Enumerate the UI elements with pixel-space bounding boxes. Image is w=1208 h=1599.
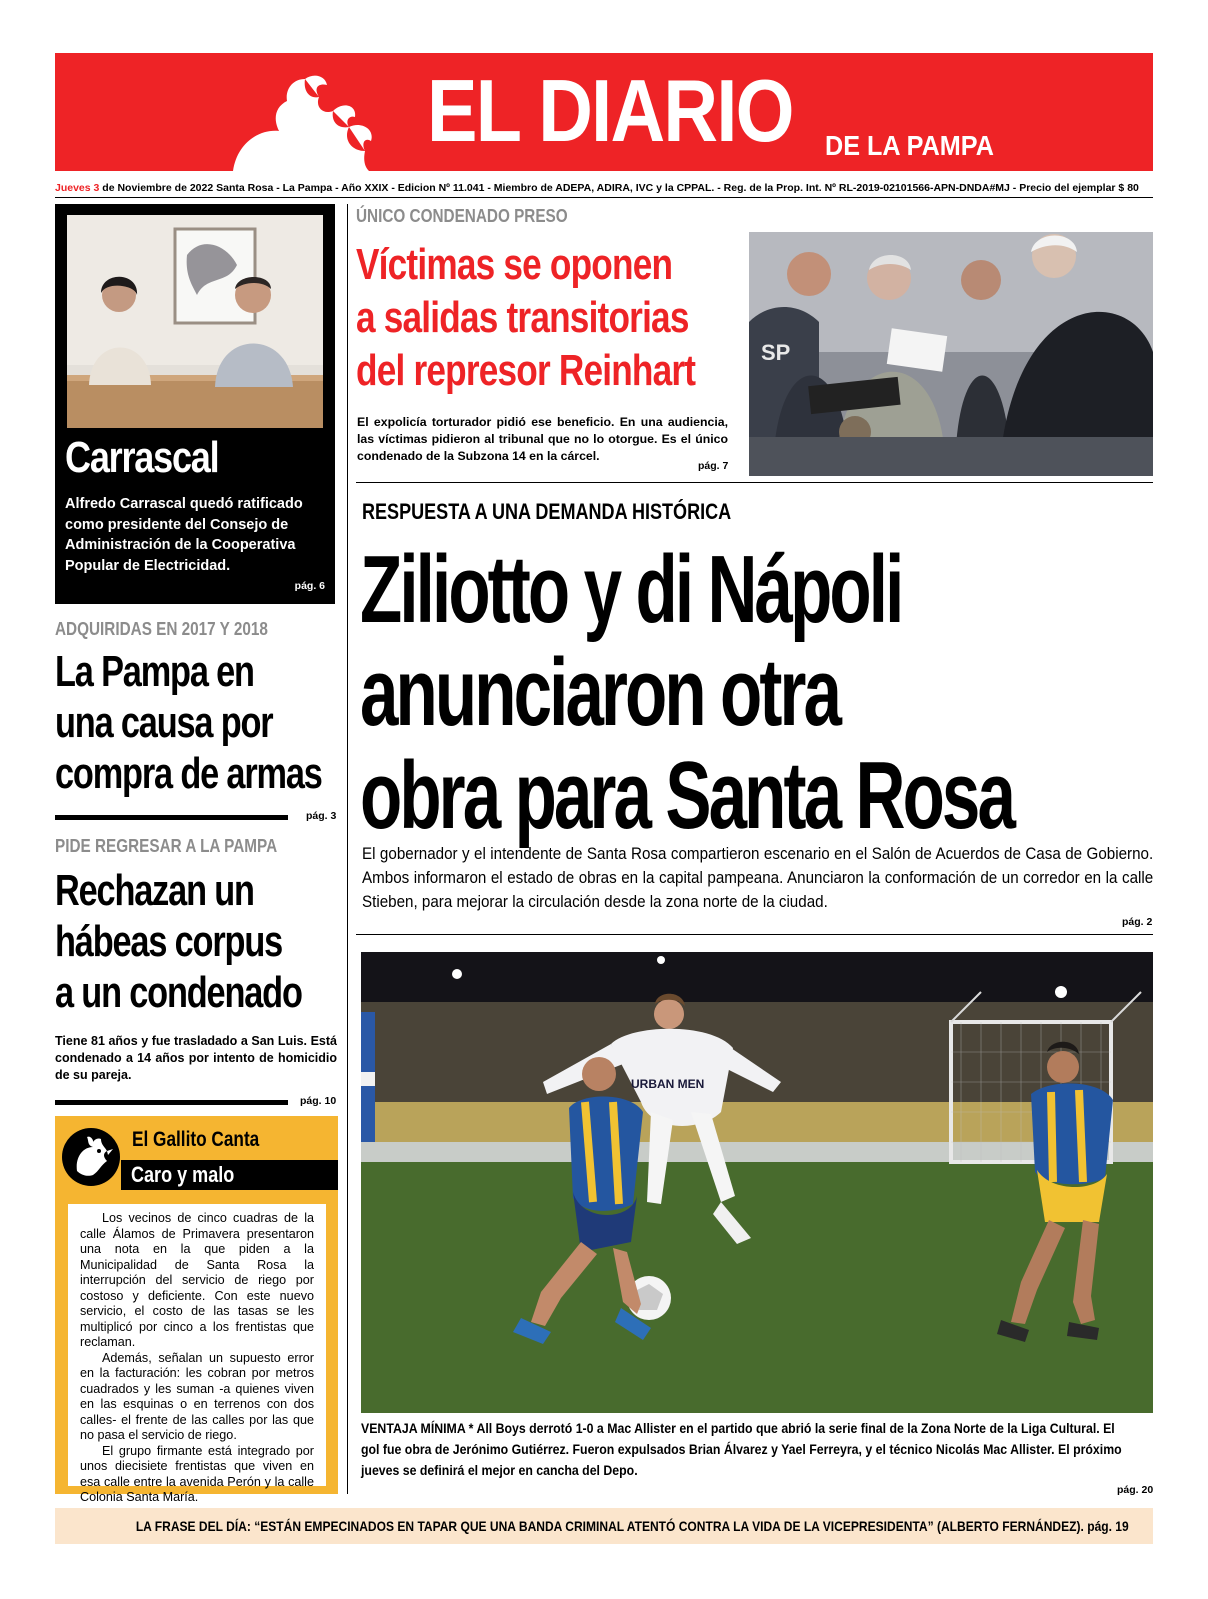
- gallito-header: [55, 1116, 338, 1194]
- jersey-text: URBAN MEN: [631, 1077, 705, 1091]
- headline-line: hábeas corpus: [55, 917, 283, 966]
- headline-line: obra para Santa Rosa: [360, 742, 1014, 849]
- gallito-paragraph: Además, señalan un supuesto error en la facturación: les cobran por metros cuadrados y les suman -a quienes viven en las esquinas o en terrenos con dos calles- el frente de las calles por las que no pasa el servicio de riego.: [80, 1350, 314, 1442]
- frase-del-dia-bar: [55, 1508, 1153, 1544]
- svg-text:SP: SP: [761, 340, 791, 365]
- newspaper-title: EL DIARIO: [427, 61, 793, 160]
- rooster-icon: [61, 1127, 121, 1187]
- gallito-section-name: El Gallito Canta: [132, 1128, 260, 1151]
- section-rule: [55, 815, 288, 820]
- headline-line: Víctimas se oponen: [356, 240, 673, 289]
- gallito-subtitle: Caro y malo: [131, 1162, 235, 1187]
- sport-page-ref: pág. 20: [1117, 1484, 1154, 1496]
- carrascal-headline: Carrascal: [65, 433, 219, 482]
- victimas-page-ref: pág. 7: [698, 460, 729, 472]
- carrascal-page-ref: pág. 6: [294, 580, 325, 592]
- section-rule: [356, 482, 1153, 483]
- ziliotto-summary: [362, 842, 1153, 914]
- headline-line: Ziliotto y di Nápoli: [360, 536, 902, 643]
- headline-line: a salidas transitorias: [356, 293, 689, 342]
- column-rule: [347, 204, 348, 1494]
- football-match-photo: [361, 952, 1153, 1413]
- habeas-summary: Tiene 81 años y fue trasladado a San Luis. Está condenado a 14 años por intento de homicidio de su pareja.: [55, 1034, 337, 1082]
- headline-line: compra de armas: [55, 749, 322, 798]
- frase-del-dia-text: LA FRASE DEL DÍA: “ESTÁN EMPECINADOS EN TAPAR QUE UNA BANDA CRIMINAL ATENTÓ CONTRA LA VIDA DE LA VICEPRESIDENTA” (ALBERTO FERNÁNDEZ). pág. 19: [135, 1518, 1129, 1534]
- headline-line: Rechazan un: [55, 866, 254, 915]
- headline-line: anunciaron otra: [360, 639, 840, 746]
- ziliotto-kicker: RESPUESTA A UNA DEMANDA HISTÓRICA: [362, 499, 732, 524]
- carrascal-box: [55, 204, 335, 604]
- victimas-headline: [356, 238, 695, 397]
- victimas-photo: [749, 232, 1153, 476]
- habeas-kicker: PIDE REGRESAR A LA PAMPA: [55, 836, 278, 856]
- habeas-headline: [55, 865, 302, 1018]
- headline-line: del represor Reinhart: [356, 346, 696, 395]
- sport-caption: [361, 1418, 1153, 1481]
- carrascal-summary: Alfredo Carrascal quedó ratificado como presidente del Consejo de Administración de la Cooperativa Popular de Electricidad.: [65, 496, 303, 574]
- section-rule: [55, 1100, 288, 1105]
- ziliotto-headline: [360, 538, 1013, 847]
- armas-page-ref: pág. 3: [306, 810, 337, 822]
- ziliotto-summary-text: El gobernador y el intendente de Santa Rosa compartieron escenario en el Salón de Acuerdos de Casa de Gobierno. Ambos informaron el estado de obras en la capital pampeana. Anunciaron la conformación de un corredor en la calle Stieben, para mejorar la circulación desde la zona norte de la ciudad.: [362, 845, 1154, 911]
- gallito-canta-box: [55, 1116, 338, 1504]
- section-rule: [356, 934, 1153, 935]
- headline-line: a un condenado: [55, 968, 302, 1017]
- sport-caption-text: VENTAJA MÍNIMA * All Boys derrotó 1-0 a Mac Allister en el partido que abrió la serie final de la Zona Norte de la Liga Cultural. El gol fue obra de Jerónimo Gutiérrez. Fueron expulsados Brian Álvarez y Yael Ferreyra, y el técnico Nicolás Mac Allister. El próximo jueves se definirá el mejor en cancha del Depo.: [361, 1420, 1122, 1478]
- headline-line: una causa por: [55, 698, 273, 747]
- gallito-paragraph: Los vecinos de cinco cuadras de la calle Álamos de Primavera presentaron una nota en la que piden a la Municipalidad de Santa Rosa la interrupción del servicio de riego por costoso y deficiente. Con este nuevo servicio, el costo de las tasas se les multiplicó por cinco a los frentistas que reclaman.: [80, 1211, 314, 1349]
- dateline-rule: [55, 197, 1153, 198]
- armas-kicker: ADQUIRIDAS EN 2017 Y 2018: [55, 619, 268, 639]
- ziliotto-page-ref: pág. 2: [1122, 916, 1153, 928]
- rooster-logo-icon: [215, 71, 395, 171]
- armas-headline: [55, 646, 322, 799]
- headline-line: La Pampa en: [55, 647, 254, 696]
- victimas-kicker: ÚNICO CONDENADO PRESO: [356, 206, 568, 226]
- dateline-day: Jueves 3: [55, 182, 100, 194]
- gallito-article: [68, 1204, 326, 1504]
- habeas-page-ref: pág. 10: [300, 1095, 337, 1107]
- carrascal-photo: [67, 215, 323, 428]
- gallito-paragraph: El grupo firmante está integrado por unos diecisiete frentistas que viven en esa calle entre la avenida Perón y la calle Colonia Santa María.: [80, 1443, 314, 1504]
- newspaper-subtitle: DE LA PAMPA: [825, 130, 994, 161]
- dateline: [55, 179, 1153, 197]
- dateline-details: de Noviembre de 2022 Santa Rosa - La Pampa - Año XXIX - Edicion Nº 11.041 - Miembro de ADEPA, ADIRA, IVC y la CPPAL. - Reg. de la Prop. Int. Nº RL-2019-02101566-APN-DNDA#MJ - Precio del ejemplar $ 80: [99, 182, 1139, 194]
- masthead: [55, 53, 1153, 171]
- victimas-summary: El expolicía torturador pidió ese beneficio. En una audiencia, las víctimas pidieron al tribunal que no lo otorgue. Es el único condenado de la Subzona 14 en la cárcel.: [357, 415, 728, 463]
